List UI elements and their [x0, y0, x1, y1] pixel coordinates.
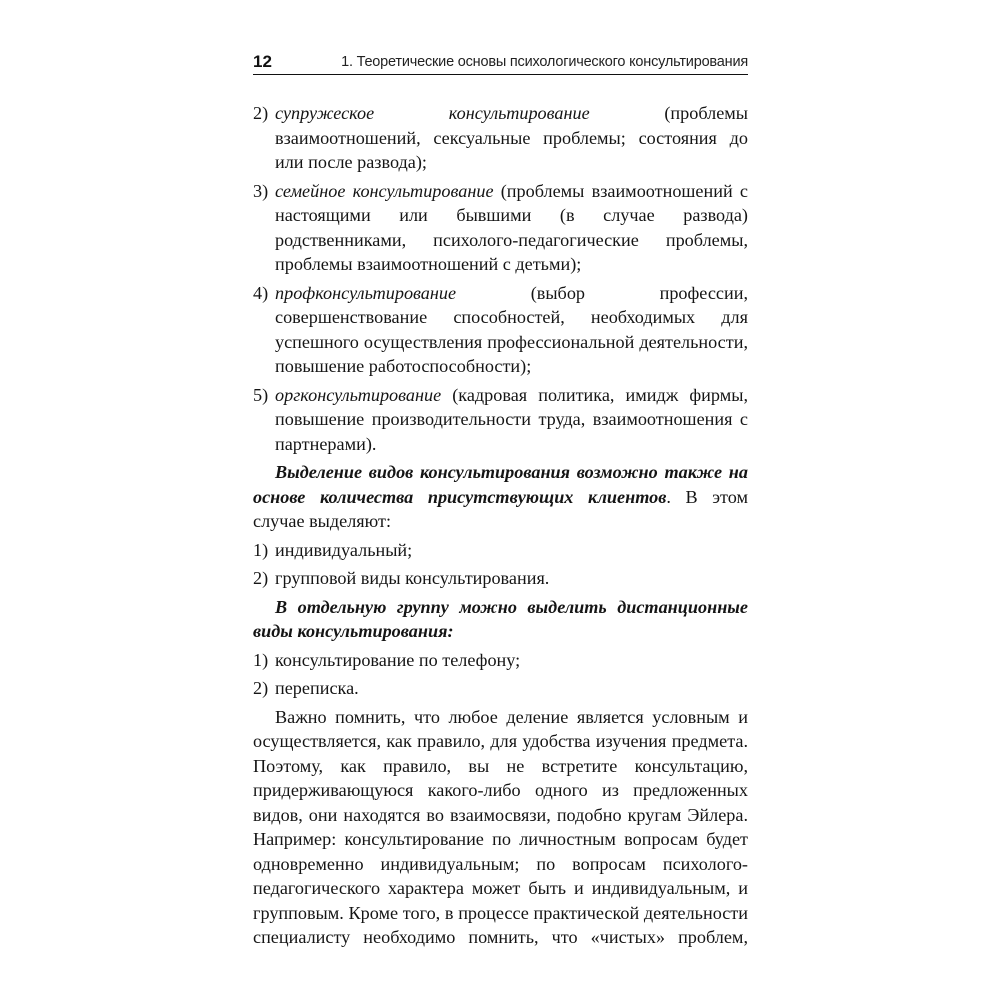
- body-text: [253, 101, 748, 954]
- list-description: (проблемы взаимоотношений с настоящими или бывшими (в случае развода) родственниками, психолого-педагогические проблемы, проблемы взаимоотношений с детьми);: [275, 180, 748, 274]
- list-description: (выбор профессии, совершенствование способностей, необходимых для успешного осуществления профессиональной деятельности, повышение работоспособности);: [275, 282, 748, 376]
- list-term: профконсультирование: [275, 282, 457, 303]
- list-description: (проблемы взаимоотношений, сексуальные проблемы; состояния до или после развода);: [275, 103, 748, 172]
- list-term: супружеское консультирование: [275, 103, 590, 123]
- header-rule: [253, 74, 748, 75]
- paragraph-final: Важно помнить, что любое деление является условным и осуществляется, как правило, для удобства изучения предмета. Поэтому, как правило, вы не встретите консультацию, придерживающуюся какого-либо одного из предложенных видов, они находятся во взаимосвязи, подобно кругам Эйлера. Например: консультирование по личностным вопросам будет одновременно индивидуальным; по вопросам психолого-педагогического характера может быть и индивидуальным, и групповым. Кроме того, в процессе практической деятельности специалисту необходимо помнить, что «чистых» проблем,: [253, 706, 748, 947]
- page-header: [253, 50, 748, 78]
- list-number: 3): [253, 180, 269, 201]
- list-text: консультирование по телефону;: [275, 649, 521, 670]
- list-item-career: [253, 281, 748, 379]
- list-item-phone: [253, 648, 748, 673]
- emphasis-text: Выделение видов консультирования возможно также на основе количества присутствующих клиентов: [253, 462, 748, 507]
- list-item-correspondence: [253, 676, 748, 701]
- list-number: 2): [253, 568, 269, 588]
- list-description: (кадровая политика, имидж фирмы, повышение производительности труда, взаимоотношения с партнерами).: [275, 384, 748, 454]
- emphasis-text: В отдельную группу можно выделить дистанционные виды консультирования:: [253, 596, 748, 641]
- running-title: 1. Теоретические основы психологического консультирования: [341, 54, 748, 70]
- list-item-marital: [253, 101, 748, 175]
- list-number: 2): [253, 678, 269, 698]
- list-text: индивидуальный;: [275, 539, 413, 560]
- list-number: 1): [253, 649, 269, 670]
- paragraph-clients: [253, 460, 748, 534]
- paragraph-distance: [253, 595, 748, 644]
- list-number: 2): [253, 103, 269, 123]
- list-item-individual: [253, 538, 748, 563]
- list-number: 5): [253, 384, 269, 405]
- page-number: 12: [253, 52, 272, 71]
- list-term: оргконсультирование: [275, 384, 442, 405]
- list-term: семейное консультирование: [275, 180, 494, 201]
- list-item-group: [253, 566, 748, 591]
- paragraph-text: . В этом случае выделяют:: [253, 486, 749, 531]
- list-text: групповой виды консультирования.: [275, 568, 550, 588]
- list-item-family: [253, 179, 748, 277]
- list-number: 1): [253, 539, 269, 560]
- list-item-organizational: [253, 383, 748, 457]
- list-text: переписка.: [275, 678, 359, 698]
- list-number: 4): [253, 282, 269, 303]
